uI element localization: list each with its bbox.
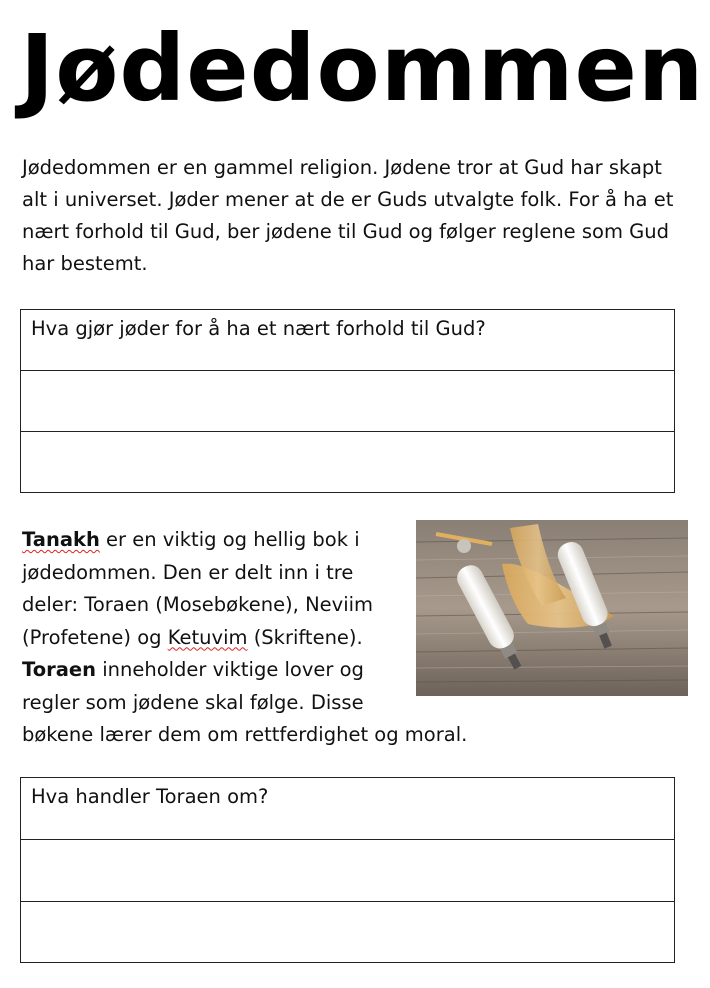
tanakh-line-2: jødedommen. Den er delt inn i tre <box>22 560 354 584</box>
toraen-term: Toraen <box>22 658 96 681</box>
question-box-1 <box>20 309 675 493</box>
tanakh-line-4-a: (Profetene) og <box>22 625 168 649</box>
tanakh-line-4-b: (Skriftene). <box>247 625 363 649</box>
torah-scroll-icon <box>416 520 688 696</box>
intro-paragraph: Jødedommen er en gammel religion. Jødene tror at Gud har skapt alt i universet. Jøder mener at de er Guds utvalgte folk. For å ha et nært forhold til Gud, ber jødene til Gud og følger reglene som Gud har bestemt. <box>22 156 674 275</box>
question-box-2 <box>20 777 675 963</box>
tanakh-line-5-text: inneholder viktige lover og <box>96 658 364 681</box>
tanakh-line-7: bøkene lærer dem om rettferdighet og moral. <box>22 723 468 746</box>
answer-line-4[interactable] <box>21 902 674 961</box>
tanakh-line-6: regler som jødene skal følge. Disse <box>22 690 364 714</box>
tanakh-line-1-text: er en viktig og hellig bok i <box>99 528 360 551</box>
ketuvim-term: Ketuvim <box>167 625 248 649</box>
question-2-text: Hva handler Toraen om? <box>21 778 674 840</box>
torah-scroll-photo <box>416 520 688 696</box>
tanakh-line-3: deler: Toraen (Mosebøkene), Neviim <box>22 593 374 616</box>
question-1-text: Hva gjør jøder for å ha et nært forhold til Gud? <box>21 310 674 371</box>
page-title: Jødedommen <box>20 15 705 122</box>
tanakh-term: Tanakh <box>22 528 100 551</box>
answer-line-1[interactable] <box>21 371 674 432</box>
answer-line-3[interactable] <box>21 840 674 902</box>
answer-line-2[interactable] <box>21 432 674 491</box>
